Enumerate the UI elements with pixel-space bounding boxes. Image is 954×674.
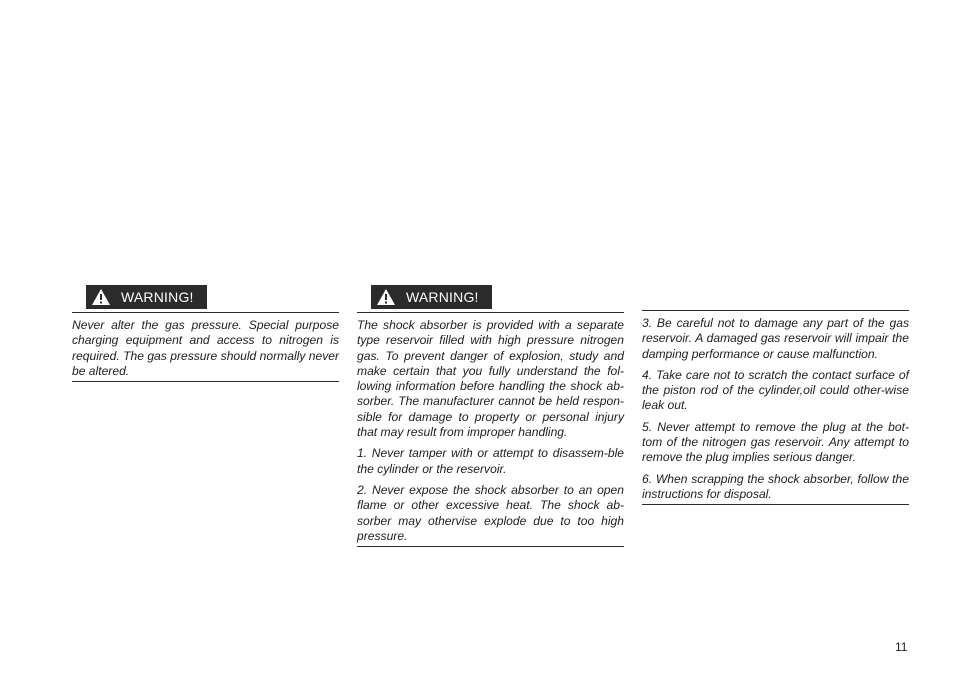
- warning-badge: [371, 285, 492, 309]
- bottom-divider: [357, 546, 624, 547]
- warning-label: WARNING!: [121, 289, 194, 305]
- warning-badge: [86, 285, 207, 309]
- bottom-divider: [642, 504, 909, 505]
- top-divider: [642, 310, 909, 311]
- paragraph: 5. Never attempt to remove the plug at the bot-tom of the nitrogen gas reservoir. Any attempt to remove the plug implies serious danger.: [642, 419, 909, 465]
- top-divider: [72, 312, 339, 313]
- paragraph: 4. Take care not to scratch the contact surface of the piston rod of the cylinder,oil could other-wise leak out.: [642, 367, 909, 413]
- paragraph: 6. When scrapping the shock absorber, follow the instructions for disposal.: [642, 471, 909, 501]
- page-number: 11: [895, 640, 908, 654]
- paragraph: Never alter the gas pressure. Special purpose charging equipment and access to nitrogen is required. The gas pressure should normally never be altered.: [72, 318, 339, 378]
- warning-column-3: [642, 285, 909, 505]
- warning-label: WARNING!: [406, 289, 479, 305]
- warning-column-1: [72, 285, 339, 382]
- warning-triangle-icon: [376, 288, 396, 306]
- paragraph: 3. Be careful not to damage any part of the gas reservoir. A damaged gas reservoir will impair the damping performance or cause malfunction.: [642, 316, 909, 361]
- warning-column-2: [357, 285, 624, 547]
- top-divider: [357, 312, 624, 313]
- paragraph: 1. Never tamper with or attempt to disassem-ble the cylinder or the reservoir.: [357, 446, 624, 476]
- bottom-divider: [72, 381, 339, 382]
- warning-triangle-icon: [91, 288, 111, 306]
- paragraph: The shock absorber is provided with a separate type reservoir filled with high pressure nitrogen gas. To prevent danger of explosion, study and make certain that you fully understand the fol-lowing information before handling the shock ab-sorber. The manufacturer cannot be held respon-sible for damage to property or personal injury that may result from improper handling.: [357, 318, 624, 440]
- paragraph: 2. Never expose the shock absorber to an open flame or other excessive heat. The shock ab-sorber may othervise explode due to too high pressure.: [357, 482, 624, 543]
